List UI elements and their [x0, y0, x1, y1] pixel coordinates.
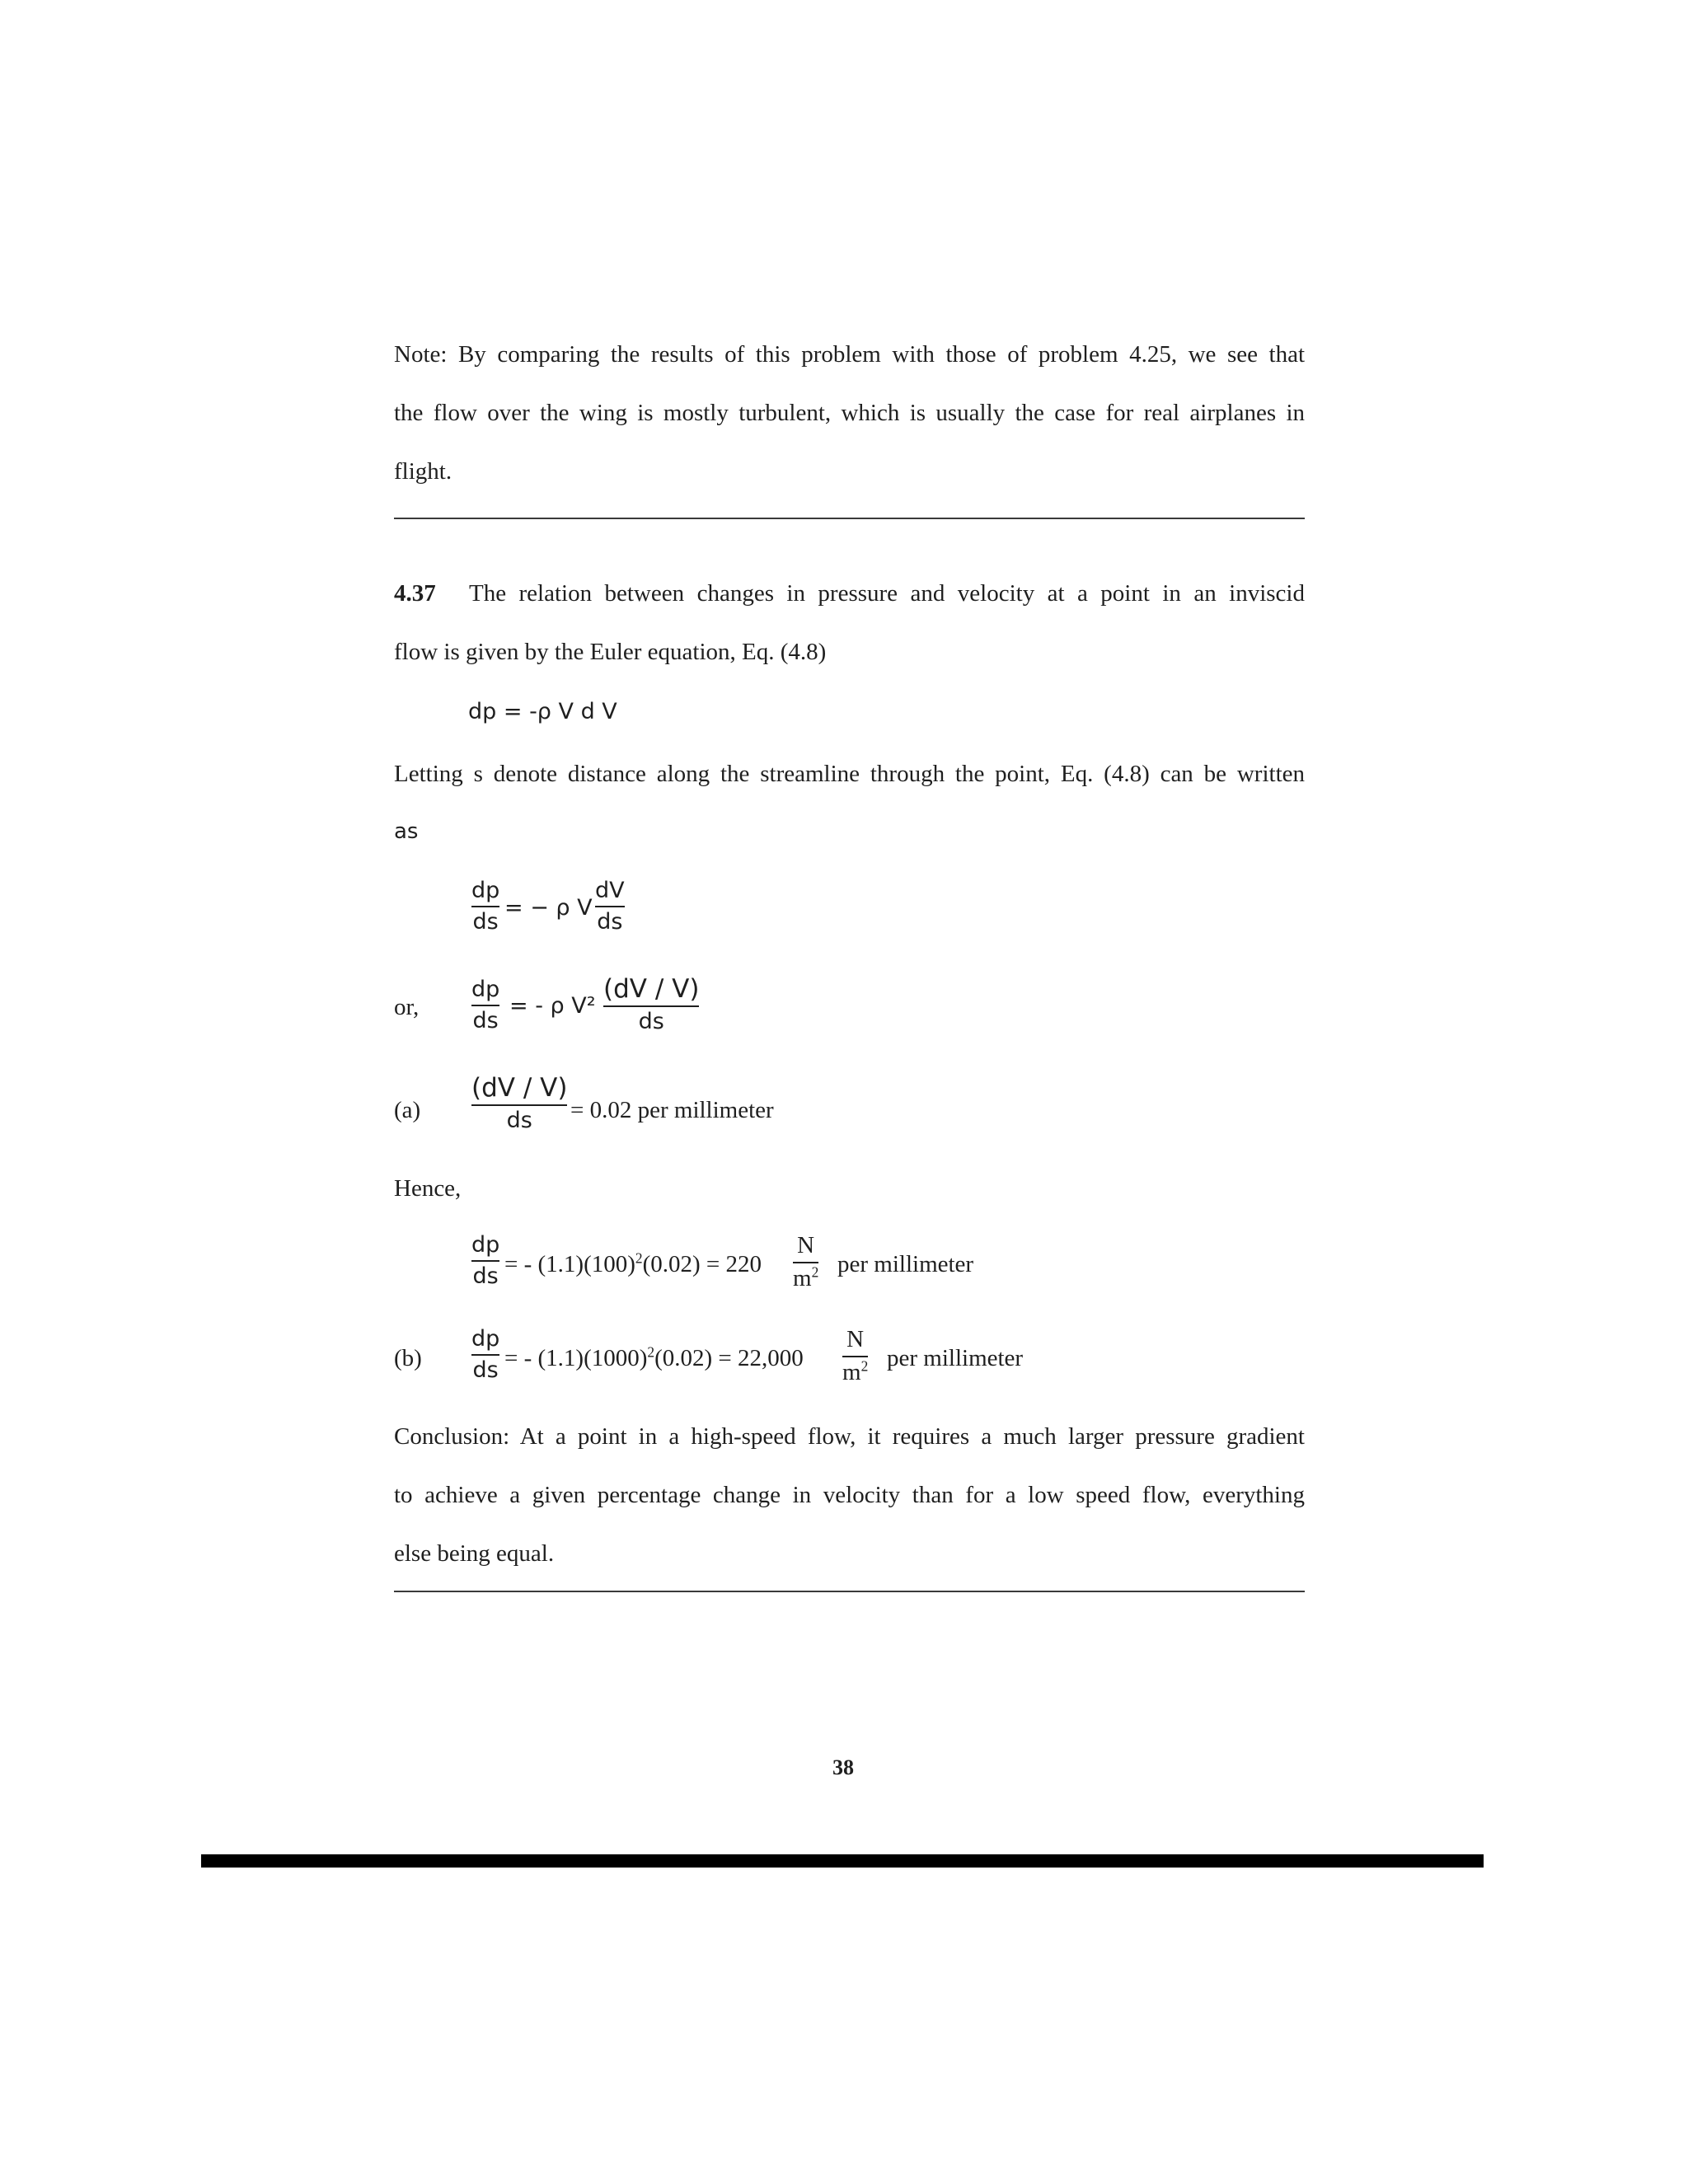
part-a-num: (dV / V) [471, 1073, 568, 1103]
eq3-exponent: 2 [635, 1249, 643, 1267]
eq1-lhs-num: dp [471, 878, 500, 903]
part-b-lhs-num: dp [471, 1326, 500, 1352]
fraction-bar [471, 1260, 499, 1262]
eq3-unit-fraction [793, 1233, 818, 1292]
eq3-expr-part1: = - (1.1)(100) [504, 1251, 635, 1277]
page-bottom-bar [201, 1854, 1484, 1868]
part-a-label: (a) [394, 1097, 421, 1123]
hence-text: Hence, [394, 1175, 462, 1202]
note-line-2: the flow over the wing is mostly turbulent, which is usually the case for real airplanes in [394, 400, 1305, 426]
part-b-unit-exp: 2 [860, 1357, 869, 1375]
eq1-rhs-den: ds [597, 908, 623, 935]
page-number: 38 [832, 1755, 854, 1779]
part-b-exponent: 2 [647, 1343, 655, 1361]
note-line-1: Note: By comparing the results of this problem with those of problem 4.25, we see that [394, 341, 1305, 368]
eq3-unit-den-wrap [793, 1263, 819, 1292]
eq1-rhs-fraction [595, 879, 625, 934]
fraction-bar [471, 1354, 499, 1356]
part-b-lhs-den: ds [472, 1357, 499, 1383]
part-a-den: ds [506, 1108, 532, 1134]
letting-line-2: as [394, 819, 419, 844]
section-divider-bottom [394, 1591, 1305, 1592]
eq3-expr-part2: (0.02) = 220 [642, 1251, 762, 1277]
eq3-tail: per millimeter [837, 1251, 974, 1277]
part-a-fraction [471, 1074, 567, 1133]
part-b-expression [504, 1344, 804, 1373]
eq2-label: or, [394, 994, 420, 1020]
conclusion-line-1: Conclusion: At a point in a high-speed flow, it requires a much larger pressure gradient [394, 1423, 1305, 1450]
section-divider-top [394, 518, 1305, 519]
fraction-bar [471, 906, 499, 907]
eq1-lhs-den: ds [472, 908, 499, 935]
part-b-label: (b) [394, 1345, 422, 1371]
euler-equation: dp = -ρ V d V [468, 699, 617, 724]
problem-intro-line-1: The relation between changes in pressure and velocity at a point in an inviscid [469, 580, 1305, 607]
eq2-rhs-den: ds [638, 1009, 664, 1035]
part-b-lhs-fraction [471, 1327, 499, 1382]
problem-intro-line-2: flow is given by the Euler equation, Eq. (4.8) [394, 639, 827, 665]
fraction-bar [603, 1005, 699, 1007]
eq3-unit-num: N [797, 1232, 815, 1258]
eq3-lhs-fraction [471, 1233, 499, 1288]
part-b-unit-fraction [842, 1327, 868, 1386]
part-b-unit-den: m [842, 1358, 861, 1385]
conclusion-line-3: else being equal. [394, 1540, 555, 1567]
part-b-unit-den-wrap [842, 1357, 869, 1386]
eq2-lhs-fraction [471, 977, 499, 1033]
eq3-lhs-den: ds [472, 1263, 499, 1289]
eq1-middle: = − ρ V [504, 895, 593, 921]
eq1-rhs-num: dV [595, 878, 625, 903]
fraction-bar [595, 906, 625, 907]
part-b-expr-part1: = - (1.1)(1000) [504, 1345, 648, 1371]
eq2-middle: = - ρ V² [509, 993, 596, 1019]
eq3-expression [504, 1250, 762, 1279]
eq3-unit-den: m [793, 1264, 812, 1291]
part-b-unit-num: N [846, 1326, 865, 1352]
part-a-result: = 0.02 per millimeter [570, 1097, 774, 1123]
eq2-rhs-num: (dV / V) [603, 974, 700, 1004]
part-b-tail: per millimeter [887, 1345, 1024, 1371]
eq1-lhs-fraction [471, 879, 499, 934]
eq3-unit-exp: 2 [811, 1263, 819, 1281]
fraction-bar [471, 1104, 567, 1106]
eq2-lhs-den: ds [472, 1007, 499, 1033]
fraction-bar [471, 1005, 499, 1006]
eq3-lhs-num: dp [471, 1232, 500, 1258]
eq2-lhs-num: dp [471, 977, 500, 1002]
eq2-rhs-fraction [603, 975, 699, 1034]
conclusion-line-2: to achieve a given percentage change in velocity than for a low speed flow, everything [394, 1482, 1305, 1508]
note-line-3: flight. [394, 458, 452, 485]
problem-number: 4.37 [394, 580, 436, 607]
letting-line-1: Letting s denote distance along the streamline through the point, Eq. (4.8) can be written [394, 761, 1305, 787]
part-b-expr-part2: (0.02) = 22,000 [654, 1345, 804, 1371]
